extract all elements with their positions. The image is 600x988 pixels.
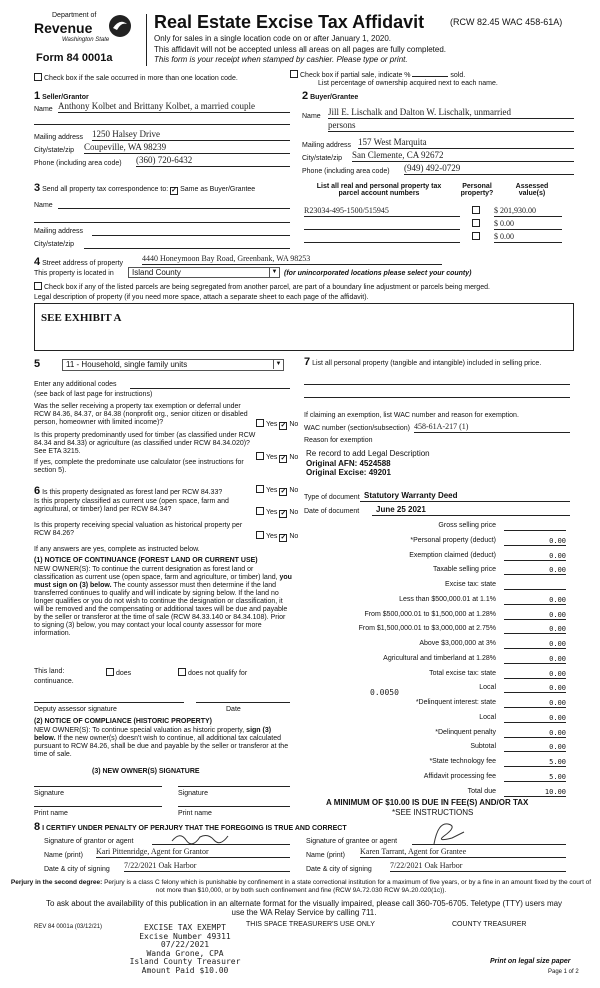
does-option: does <box>106 668 131 677</box>
tax-row-label: *Delinquent interest: state <box>415 699 496 706</box>
multi-location-label: Check box if the sale occurred in more than one location code. <box>44 75 238 82</box>
wac-field[interactable]: 458-61A-217 (1) <box>414 422 570 433</box>
parcel-row-2[interactable] <box>304 229 460 230</box>
tax-row-value[interactable]: 5.00 <box>504 758 566 767</box>
tax-row-value[interactable]: 0.00 <box>504 699 566 708</box>
stamp-line: Excise Number 49311 <box>139 931 231 941</box>
tax-row-label: Above $3,000,000 at 3% <box>419 640 496 647</box>
seller-name-label: Name <box>34 106 53 113</box>
see-back-label: (see back of last page for instructions) <box>34 391 153 398</box>
tax-row-label: Less than $500,000.01 at 1.1% <box>399 595 496 603</box>
doc-date-label: Date of document <box>304 508 360 515</box>
page-number: Page 1 of 2 <box>548 969 579 975</box>
stamp-line: 07/22/2021 <box>160 940 210 949</box>
local-rate: 0.0050 <box>370 688 399 697</box>
header-note-2: This affidavit will not be accepted unless all areas on all pages are fully completed. <box>154 45 447 54</box>
tax-row <box>300 655 568 667</box>
form-title: Real Estate Excise Tax Affidavit <box>154 12 425 32</box>
grantor-date-label: Date & city of signing <box>44 866 110 873</box>
use-code-value: 11 - Household, single family units <box>66 360 188 369</box>
deputy-signature-label: Deputy assessor signature <box>34 706 117 713</box>
wac-label: WAC number (section/subsection) <box>304 425 410 432</box>
s6-q3-yes-checkbox[interactable] <box>256 531 264 539</box>
state-label: Washington State <box>62 37 110 43</box>
reason-label: Reason for exemption <box>304 437 373 444</box>
tax-row <box>300 714 568 726</box>
tax-row-value[interactable]: 0.00 <box>504 596 566 605</box>
see-instructions-note: *SEE INSTRUCTIONS <box>392 808 474 817</box>
s3-name-label: Name <box>34 202 53 209</box>
buyer-city-label: City/state/zip <box>302 155 343 162</box>
legal-desc-text: SEE EXHIBIT A <box>41 312 122 324</box>
parcel-col-header: List all real and personal property tax parcel account numbers <box>316 183 442 197</box>
buyer-name-field-2[interactable]: persons <box>328 120 574 132</box>
tax-row-value[interactable]: 0.00 <box>504 537 566 546</box>
seller-city-field[interactable]: Coupeville, WA 98239 <box>84 142 290 154</box>
s6-q1-no-checkbox[interactable] <box>279 488 287 496</box>
tax-row-value[interactable] <box>504 581 566 590</box>
buyer-mail-field[interactable]: 157 West Marquita <box>358 137 574 149</box>
s6-q3-answers: Yes ✓ No <box>256 531 298 542</box>
list-pct-note: List percentage of ownership acquired next to each name. <box>318 80 498 87</box>
s3-city-field[interactable] <box>84 248 290 249</box>
seller-name-field[interactable]: Anthony Kolbet and Brittany Kolbet, a married couple <box>58 101 290 113</box>
same-as-buyer-checkbox[interactable] <box>170 187 178 195</box>
personal-property-line-2[interactable] <box>304 397 570 398</box>
section-8-heading: 8 I CERTIFY UNDER PENALTY OF PERJURY THAT THE FOREGOING IS TRUE AND CORRECT <box>34 821 347 833</box>
assessed-col-header: Assessed value(s) <box>515 183 549 197</box>
owner-sig-label-1: Signature <box>34 790 64 797</box>
original-afn: Original AFN: 4524588 <box>306 459 391 468</box>
grantee-date-field[interactable]: 7/22/2021 Oak Harbor <box>390 861 566 872</box>
notice-3-title: (3) NEW OWNER(S) SIGNATURE <box>92 768 200 775</box>
stamp-line: Wanda Grone, CPA <box>146 948 224 958</box>
alternate-format-note: To ask about the availability of this publication in an alternate format for the visually impaired, please call 360-705-6705. Teletype (TTY) users may use the WA Relay Service by calling 711. <box>45 899 563 917</box>
tax-row-value[interactable]: 0.00 <box>504 743 566 752</box>
tax-row-value[interactable]: 0.00 <box>504 552 566 561</box>
located-label: This property is located in <box>34 270 114 277</box>
grantor-name-label: Name (print) <box>44 852 83 859</box>
tax-row <box>300 640 568 652</box>
personal-property-checkbox-3[interactable] <box>472 232 480 240</box>
tax-row-label: Agricultural and timberland at 1.28% <box>383 654 496 662</box>
form-number: Form 84 0001a <box>36 52 113 64</box>
header-divider <box>146 14 147 66</box>
does-checkbox[interactable] <box>106 668 114 676</box>
stamp-line: Amount Paid $10.00 <box>141 965 229 975</box>
s3-name-line-2[interactable] <box>34 222 290 223</box>
tax-row-label: Excise tax: state <box>445 581 496 588</box>
s5-q1-no-checkbox[interactable] <box>279 422 287 430</box>
tax-row-label: From $1,500,000.01 to $3,000,000 at 2.75% <box>358 625 496 633</box>
tax-row <box>300 522 568 534</box>
segregated-checkbox[interactable] <box>34 282 42 290</box>
tax-row-value[interactable]: 0.00 <box>504 714 566 723</box>
stamp-line: EXCISE TAX EXEMPT <box>144 923 226 932</box>
tax-row <box>300 566 568 578</box>
deputy-date-line[interactable] <box>196 702 290 703</box>
form-statute: (RCW 82.45 WAC 458-61A) <box>450 17 563 27</box>
multi-location-checkbox[interactable] <box>34 73 42 81</box>
header-note-1: Only for sales in a single location code on or after January 1, 2020. <box>154 34 392 43</box>
treasurer-stamp <box>120 924 250 975</box>
grantor-name-field[interactable]: Kari Pittenridge, Agent for Grantor <box>96 847 290 858</box>
buyer-phone-label: Phone (including area code) <box>302 168 390 175</box>
tax-row-label: *State technology fee <box>429 758 496 765</box>
grantee-signature-icon <box>428 820 468 846</box>
tax-row-label: Gross selling price <box>438 522 496 529</box>
s5-q2b: If yes, complete the predominate use calculator (see instructions for section 5). <box>34 459 244 474</box>
additional-codes-label: Enter any additional codes <box>34 381 117 388</box>
s6-q1: 6 Is this property designated as forest land per RCW 84.33? <box>34 485 223 497</box>
s5-q2-yes-checkbox[interactable] <box>256 452 264 460</box>
buyer-mail-label: Mailing address <box>302 142 352 149</box>
does-not-checkbox[interactable] <box>178 668 186 676</box>
tax-row <box>300 699 568 711</box>
sold-label: sold. <box>450 72 466 79</box>
personal-col-header: Personal property? <box>460 183 494 197</box>
stamp-line: Island County Treasurer <box>129 957 241 966</box>
continuance-label: continuance. <box>34 678 74 685</box>
partial-sale-pct-field[interactable] <box>412 70 448 77</box>
treasurer-space-label: THIS SPACE TREASURER'S USE ONLY <box>246 921 375 928</box>
tax-row-label: Local <box>479 713 496 721</box>
owner-print-line-2[interactable] <box>178 806 290 807</box>
s5-q2-no-checkbox[interactable] <box>279 455 287 463</box>
tax-row <box>300 758 568 770</box>
owner-sig-line-2[interactable] <box>178 786 290 787</box>
seller-city-label: City/state/zip <box>34 147 75 154</box>
grantee-date-label: Date & city of signing <box>306 866 372 873</box>
additional-codes-field[interactable] <box>130 388 290 389</box>
s6-q1-yes-checkbox[interactable] <box>256 485 264 493</box>
personal-property-line-1[interactable] <box>304 384 570 385</box>
dor-logo <box>34 12 134 48</box>
tax-row-value[interactable]: 0.00 <box>504 625 566 634</box>
tax-row-label: Total excise tax: state <box>429 669 496 677</box>
this-land-label: This land: <box>34 668 65 675</box>
assessed-value-3[interactable]: $ 0.00 <box>494 232 562 243</box>
partial-sale-label: Check box if partial sale, indicate % <box>300 72 411 79</box>
section-5-number: 5 <box>34 358 41 370</box>
seller-mail-label: Mailing address <box>34 134 84 141</box>
s6-q1-answers: Yes ✓ No <box>256 485 298 496</box>
buyer-name-label: Name <box>302 113 321 120</box>
tax-row <box>300 773 568 785</box>
revenue-label: Revenue <box>34 20 93 36</box>
doc-type-field[interactable]: Statutory Warranty Deed <box>360 491 570 502</box>
tax-row-label: Affidavit processing fee <box>423 772 496 780</box>
buyer-name-field-1[interactable]: Jill E. Lischalk and Dalton W. Lischalk, unmarried <box>328 107 574 119</box>
parcel-row-3[interactable] <box>304 242 460 243</box>
tax-row-value[interactable]: 5.00 <box>504 773 566 782</box>
deputy-signature-line[interactable] <box>34 702 184 703</box>
perjury-notice: Perjury in the second degree: Perjury is a class C felony which is punishable by confinement in a state correctional institution for a maximum of five years, or by a fine in an amount fixed by the court of not more than $10,000, or by both such confinement and fine (RCW 9A.72.030 RCW 9A.20.020(1c)). <box>10 879 592 894</box>
reason-field[interactable]: Re record to add Legal Description <box>306 449 430 458</box>
tax-row <box>300 611 568 623</box>
s5-q2-answers: Yes ✓ No <box>256 452 298 463</box>
tax-row-label: From $500,000.01 to $1,500,000 at 1.28% <box>364 610 496 618</box>
seller-name-line-2[interactable] <box>34 124 290 125</box>
tax-row <box>300 625 568 637</box>
s3-city-label: City/state/zip <box>34 241 75 248</box>
s6-q3: Is this property receiving special valuation as historical property per RCW 84.26? <box>34 522 243 537</box>
county-select[interactable] <box>128 267 280 278</box>
personal-property-checkbox-1[interactable] <box>472 206 480 214</box>
grantor-sig-label: Signature of grantor or agent <box>44 838 134 845</box>
county-note: (for unincorporated locations please select your county) <box>284 270 472 277</box>
tax-row-label: Exemption claimed (deduct) <box>409 551 496 559</box>
buyer-phone-field[interactable]: (949) 492-0729 <box>404 163 574 175</box>
s6-q2-no-checkbox[interactable] <box>279 510 287 518</box>
grantee-sig-label: Signature of grantee or agent <box>306 838 398 845</box>
property-street-field[interactable]: 4440 Honeymoon Bay Road, Greenbank, WA 98253 <box>142 254 442 265</box>
revision-label: REV 84 0001a (03/12/21) <box>34 924 103 930</box>
doc-date-field[interactable]: June 25 2021 <box>372 505 570 516</box>
s6-q2-answers: Yes ✓ No <box>256 507 298 518</box>
owner-sig-label-2: Signature <box>178 790 208 797</box>
segregated-label: Check box if any of the listed parcels are being segregated from another parcel, are part of a boundary line adjustment or parcels being merged. <box>44 284 490 291</box>
doc-type-label: Type of document <box>304 494 360 501</box>
deputy-date-label: Date <box>226 706 241 713</box>
assessed-value-1[interactable]: $ 201,930.00 <box>494 206 562 217</box>
tax-row-value[interactable]: 0.00 <box>504 655 566 664</box>
owner-sig-line-1[interactable] <box>34 786 162 787</box>
s6-q2-yes-checkbox[interactable] <box>256 507 264 515</box>
section-4-street-label: 4 Street address of property <box>34 256 124 268</box>
tax-row-label: Subtotal <box>470 743 496 751</box>
owner-print-label-2: Print name <box>178 810 212 817</box>
s5-q1: Was the seller receiving a property tax exemption or deferral under RCW 84.36, 84.37, or 84.38 (nonprofit org., senior citizen or disabled person, homeowner with limited income)? <box>34 403 248 426</box>
partial-sale-row <box>290 70 465 79</box>
tax-row <box>300 596 568 608</box>
notice-1-text: NEW OWNER(S): To continue the current designation as forest land or classification as current use (open space, farm and agriculture, or timber) land, you must sign on (3) below. The county assessor must then determine if the land transferred continues to qualify and will indicate by signing below. If the land no longer qualifies or you do not wish to continue the designation or classification, it will be removed and the compensating or additional taxes will be due and payable by the seller or transferor at the time of sale (RCW 84.33.140 or 84.34.108). Prior to signing (3) below, you may contact your local county assessor for more information. <box>34 566 292 637</box>
legal-paper-note: Print on legal size paper <box>490 958 571 965</box>
s6-if-yes: If any answers are yes, complete as instructed below. <box>34 546 200 553</box>
s3-mail-field[interactable] <box>92 235 290 236</box>
tax-row <box>300 684 568 696</box>
s5-q1-answers: Yes ✓ No <box>256 419 298 430</box>
s3-mail-label: Mailing address <box>34 228 84 235</box>
legal-desc-label: Legal description of property (if you need more space, attach a separate sheet to each page of the affidavit). <box>34 294 369 301</box>
s6-q3-no-checkbox[interactable] <box>279 534 287 542</box>
tax-row-value[interactable] <box>504 522 566 531</box>
grantor-date-field[interactable]: 7/22/2021 Oak Harbor <box>124 861 290 872</box>
tax-row <box>300 743 568 755</box>
segregated-row <box>34 282 490 291</box>
grantor-signature-icon <box>170 831 230 845</box>
buyer-city-field[interactable]: San Clemente, CA 92672 <box>352 150 574 162</box>
tax-row-value[interactable]: 0.00 <box>504 566 566 575</box>
owner-print-line-1[interactable] <box>34 806 162 807</box>
header-note-3: This form is your receipt when stamped by cashier. Please type or print. <box>154 55 408 64</box>
seller-phone-field[interactable]: (360) 720-6432 <box>136 155 290 167</box>
tax-row <box>300 537 568 549</box>
tax-row-value[interactable]: 0.00 <box>504 670 566 679</box>
grantee-name-field[interactable]: Karen Tarrant, Agent for Grantee <box>360 847 566 858</box>
tax-row-value[interactable]: 0.00 <box>504 611 566 620</box>
notice-2-title: (2) NOTICE OF COMPLIANCE (HISTORIC PROPERTY) <box>34 718 212 725</box>
tax-row-label: Total due <box>467 787 496 795</box>
minimum-due-note: A MINIMUM OF $10.00 IS DUE IN FEE(S) AND/OR TAX <box>326 798 529 807</box>
section-2-heading: 2 Buyer/Grantee <box>302 90 359 102</box>
tax-row-value[interactable]: 0.00 <box>504 684 566 693</box>
seller-phone-label: Phone (including area code) <box>34 160 122 167</box>
dor-swirl-icon <box>108 14 132 38</box>
personal-property-checkbox-2[interactable] <box>472 219 480 227</box>
does-not-option: does not qualify for <box>178 668 247 677</box>
tax-row <box>300 552 568 564</box>
tax-row-label: *Personal property (deduct) <box>410 536 496 544</box>
s6-q2: Is this property classified as current use (open space, farm and agricultural, or timber) land per RCW 84.34? <box>34 498 229 513</box>
seller-mail-field[interactable]: 1250 Halsey Drive <box>92 129 290 141</box>
multi-location-row <box>34 73 238 82</box>
original-excise: Original Excise: 49201 <box>306 468 391 477</box>
notice-2-text: NEW OWNER(S): To continue special valuation as historic property, sign (3) below. If the new owner(s) doesn't wish to continue, all additional tax calculated pursuant to RCW 84.26, shall be due and payable by the seller or transferor at the time of sale. <box>34 727 289 758</box>
tax-row <box>300 729 568 741</box>
tax-row-label: Local <box>479 684 496 692</box>
s3-name-field[interactable] <box>58 208 290 209</box>
section-1-heading: 1 Seller/Grantor <box>34 90 89 102</box>
legal-desc-box[interactable] <box>34 303 574 351</box>
tax-row-value[interactable]: 0.00 <box>504 729 566 738</box>
county-treasurer-label: COUNTY TREASURER <box>452 921 527 928</box>
owner-print-label-1: Print name <box>34 810 68 817</box>
partial-sale-checkbox[interactable] <box>290 70 298 78</box>
tax-row-value[interactable]: 0.00 <box>504 640 566 649</box>
s5-q2: Is this property predominantly used for timber (as classified under RCW 84.34 and 84.33) or agriculture (as classified under RCW 84.34.020)? See ETA 3215. <box>34 432 256 455</box>
grantee-name-label: Name (print) <box>306 852 345 859</box>
assessed-value-2[interactable]: $ 0.00 <box>494 219 562 230</box>
section-3-heading: 3 Send all property tax correspondence to: ✓ Same as Buyer/Grantee <box>34 182 255 195</box>
county-select-value: Island County <box>132 268 181 277</box>
tax-row-label: Taxable selling price <box>432 566 496 574</box>
notice-1-title: (1) NOTICE OF CONTINUANCE (FOREST LAND OR CURRENT USE) <box>34 557 258 564</box>
tax-row-value[interactable]: 10.00 <box>504 788 566 797</box>
tax-row <box>300 581 568 593</box>
chevron-down-icon[interactable]: ▼ <box>273 360 283 369</box>
tax-row-label: *Delinquent penalty <box>435 728 496 736</box>
section-7-label: 7 List all personal property (tangible and intangible) included in selling price. <box>304 356 542 368</box>
dept-label: Department of <box>52 12 97 19</box>
tax-row <box>300 670 568 682</box>
s5-q1-yes-checkbox[interactable] <box>256 419 264 427</box>
parcel-row-1[interactable]: R23034-495-1500/515945 <box>304 206 460 217</box>
use-code-select[interactable] <box>62 359 284 371</box>
exemption-label: If claiming an exemption, list WAC number and reason for exemption. <box>304 412 519 419</box>
chevron-down-icon[interactable]: ▼ <box>269 268 279 277</box>
